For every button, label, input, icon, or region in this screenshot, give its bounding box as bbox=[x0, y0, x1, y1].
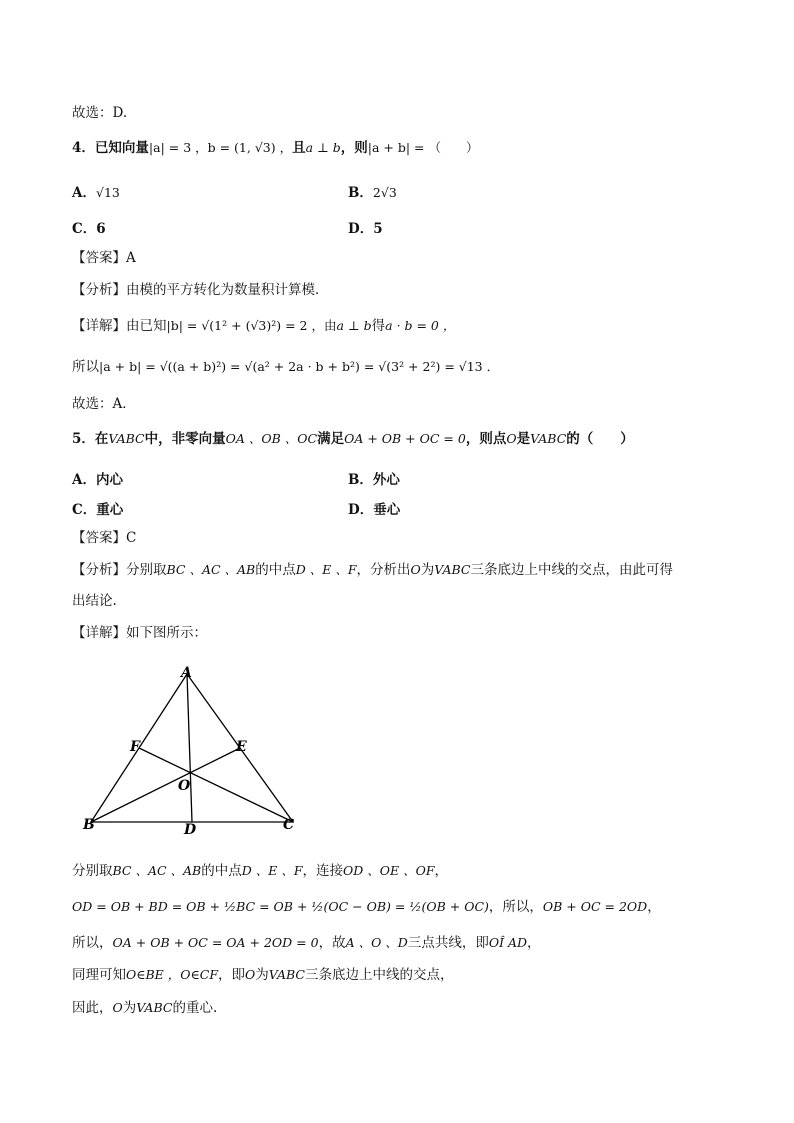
q5-stem-text-4: ，则点 bbox=[465, 431, 507, 447]
q4-number: 4． bbox=[72, 140, 95, 156]
median-be bbox=[91, 748, 240, 822]
triangle-figure bbox=[80, 664, 310, 840]
q4-math-3: |a + b| = （ ） bbox=[367, 140, 479, 155]
q5-s2-result: OB + OC = 2OD bbox=[542, 899, 648, 914]
q5-s3-points: A 、O 、D bbox=[345, 935, 408, 950]
q5-stem-vectors: OA 、OB 、OC bbox=[225, 431, 318, 446]
q5-solution-line-5 bbox=[72, 999, 217, 1017]
q4-stem-text-3: ，则 bbox=[340, 140, 368, 156]
q4-so-math: |a + b| = √((a + b)²) = √(a² + 2a · b + b²) = √(3² + 2²) = √13 ． bbox=[99, 359, 500, 374]
q5-analysis-point-o: O bbox=[410, 562, 421, 577]
q4-detail-text-2: 得 bbox=[371, 318, 386, 334]
q5-s3-text-1: 所以， bbox=[72, 935, 113, 951]
q4-detail-tag: 【详解】 bbox=[72, 318, 126, 334]
q5-stem-text-2: 中，非零向量 bbox=[144, 431, 226, 447]
label-e: E bbox=[236, 739, 247, 755]
q5-stem-text-5: 是 bbox=[516, 431, 531, 447]
q5-s4-triangle: VABC bbox=[268, 967, 305, 982]
q5-s3-relation: OÎ AD bbox=[488, 935, 528, 950]
q5-stem-equation: OA + OB + OC = 0 bbox=[344, 431, 466, 446]
q4-option-c: C．6 bbox=[72, 221, 106, 237]
q5-analysis-tag: 【分析】 bbox=[72, 562, 126, 578]
q5-s1-text-1: 分别取 bbox=[72, 863, 113, 879]
label-d: D bbox=[184, 822, 197, 838]
q4-math-2: a ⊥ b bbox=[305, 140, 341, 155]
q5-s5-triangle: VABC bbox=[136, 1000, 173, 1015]
q5-analysis-sides: BC 、AC 、AB bbox=[166, 562, 256, 577]
label-o: O bbox=[178, 778, 191, 794]
q5-solution-line-3 bbox=[72, 934, 541, 952]
q5-solution-line-1 bbox=[72, 862, 448, 880]
q5-analysis-text-4: 为 bbox=[420, 562, 435, 578]
q4-detail-text-1: 由已知 bbox=[126, 318, 167, 334]
q5-option-a: A．内心 bbox=[72, 472, 123, 488]
q5-s2-comma: ， bbox=[647, 899, 661, 915]
q4-detail-math-1: |b| = √(1² + (√3)²) = 2 ，由 bbox=[166, 318, 337, 333]
q5-option-b: B．外心 bbox=[348, 472, 400, 488]
q5-s1-segments: OD 、OE 、OF bbox=[343, 863, 435, 878]
q4-detail-math-3: a · b = 0 ， bbox=[385, 318, 456, 333]
q4-choose: 故选：A． bbox=[72, 396, 136, 412]
label-a: A bbox=[181, 665, 192, 681]
q5-analysis-text-1: 分别取 bbox=[126, 562, 167, 578]
q5-analysis-text-2: 的中点 bbox=[255, 562, 296, 578]
q5-s5-text-2: 为 bbox=[122, 1000, 137, 1016]
q5-detail: 【详解】如下图所示： bbox=[72, 625, 207, 641]
q4-option-b bbox=[348, 181, 397, 201]
q4-option-d: D．5 bbox=[348, 221, 383, 237]
q5-s5-point-o: O bbox=[112, 1000, 123, 1015]
q5-s2-equation: OD = OB + BD = OB + ½BC = OB + ½(OC − OB) = ½(OB + OC) bbox=[72, 899, 489, 914]
q5-stem-triangle-1: VABC bbox=[108, 431, 145, 446]
q5-s4-relations: O∈BE ，O∈CF bbox=[126, 967, 219, 982]
q5-s2-text: ，所以， bbox=[488, 899, 543, 915]
q5-analysis-text-3: ，分析出 bbox=[356, 562, 411, 578]
median-cf bbox=[139, 748, 293, 822]
label-c: C bbox=[283, 817, 295, 833]
q5-s3-text-2: ，故 bbox=[318, 935, 346, 951]
q5-option-d: D．垂心 bbox=[348, 502, 401, 518]
q4-option-b-value: 2√3 bbox=[372, 185, 397, 200]
label-b: B bbox=[83, 817, 95, 833]
triangle-abc bbox=[91, 674, 293, 822]
q5-analysis bbox=[72, 561, 673, 579]
q5-s1-text-2: 的中点 bbox=[201, 863, 242, 879]
q5-answer: 【答案】C bbox=[72, 530, 137, 546]
q4-math-1: |a| = 3 ，b = (1, √3) ， bbox=[148, 140, 293, 155]
q5-s3-comma: ， bbox=[527, 935, 541, 951]
q5-stem-text-6: 的（ ） bbox=[566, 431, 634, 447]
q5-s4-text-4: 三条底边上中线的交点， bbox=[304, 967, 454, 983]
q5-s1-sides: BC 、AC 、AB bbox=[112, 863, 202, 878]
q4-option-a-value: √13 bbox=[95, 185, 120, 200]
q5-solution-line-2 bbox=[72, 898, 661, 916]
q5-stem-text-1: 在 bbox=[94, 431, 109, 447]
q5-option-c: C．重心 bbox=[72, 502, 124, 518]
q4-detail-math-2: a ⊥ b bbox=[336, 318, 372, 333]
label-f: F bbox=[130, 739, 140, 755]
q5-analysis-text-5: 三条底边上中线的交点，由此可得 bbox=[470, 562, 673, 578]
q5-stem-point-o: O bbox=[506, 431, 517, 446]
q5-s4-text-1: 同理可知 bbox=[72, 967, 126, 983]
q5-s1-comma: ， bbox=[434, 863, 449, 879]
q5-number: 5． bbox=[72, 431, 95, 447]
q4-option-a bbox=[72, 181, 120, 201]
q4-stem-text: 已知向量 bbox=[94, 140, 149, 156]
q4-option-a-letter: A． bbox=[72, 185, 96, 201]
prev-choose-text: 故选：D. bbox=[72, 105, 128, 121]
q5-s4-text-3: 为 bbox=[255, 967, 269, 983]
q4-stem bbox=[72, 139, 478, 157]
q4-stem-text-2: 且 bbox=[292, 140, 306, 156]
q5-s3-equation: OA + OB + OC = OA + 2OD = 0 bbox=[112, 935, 319, 950]
q5-s5-text-3: 的重心. bbox=[172, 1000, 218, 1016]
q5-stem-triangle-2: VABC bbox=[530, 431, 567, 446]
q5-stem-text-3: 满足 bbox=[317, 431, 345, 447]
q4-so-line bbox=[72, 358, 499, 376]
median-ad bbox=[187, 674, 192, 822]
q4-so-text: 所以 bbox=[72, 359, 99, 375]
prev-answer-line bbox=[72, 104, 127, 122]
q5-analysis-points: D 、E 、F bbox=[295, 562, 357, 577]
q4-answer: 【答案】A bbox=[72, 250, 136, 266]
q5-stem bbox=[72, 430, 634, 448]
q4-detail bbox=[72, 317, 455, 335]
q5-solution-line-4 bbox=[72, 966, 453, 984]
q5-s5-text-1: 因此， bbox=[72, 1000, 113, 1016]
q4-option-b-letter: B． bbox=[348, 185, 373, 201]
q5-s1-text-3: ，连接 bbox=[302, 863, 344, 879]
q5-s4-text-2: ，即 bbox=[218, 967, 246, 983]
q5-analysis-cont: 出结论. bbox=[72, 593, 117, 609]
q5-analysis-triangle: VABC bbox=[434, 562, 471, 577]
q5-s1-points: D 、E 、F bbox=[241, 863, 303, 878]
q4-analysis: 【分析】由模的平方转化为数量积计算模． bbox=[72, 282, 329, 298]
q5-s4-point-o: O bbox=[245, 967, 256, 982]
q5-s3-text-3: 三点共线，即 bbox=[407, 935, 489, 951]
